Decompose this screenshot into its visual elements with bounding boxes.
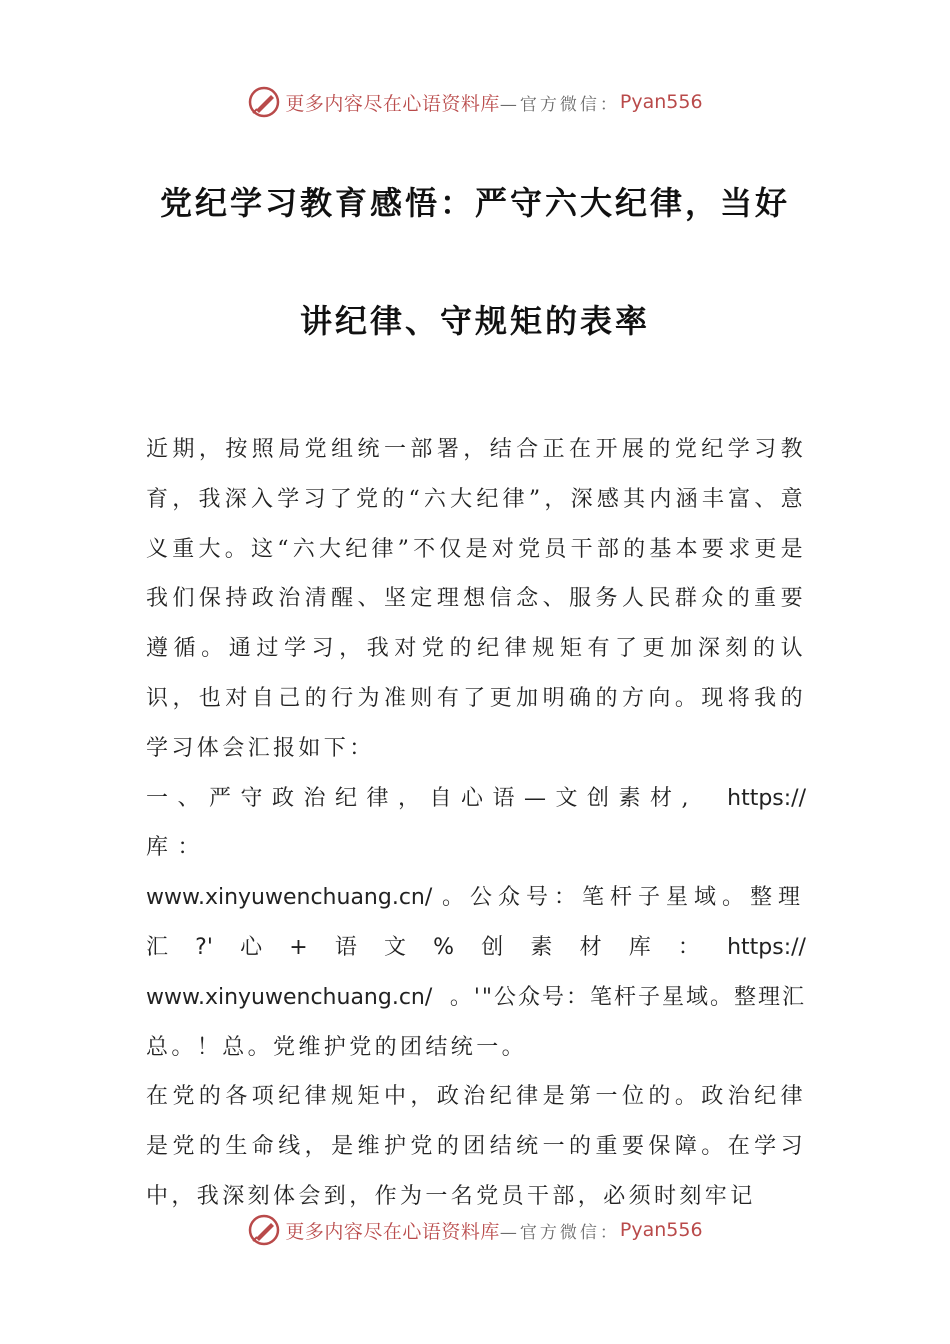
section-1-text-2: 。'"公众号：笔杆子星域。整理汇 [449, 984, 806, 1010]
section-1-line-1 [146, 774, 806, 874]
section-1-url-2: www.xinyuwenchuang.cn/ [146, 984, 433, 1010]
section-1-url-1: www.xinyuwenchuang.cn/ [146, 885, 433, 911]
seq-5: 文 [384, 934, 407, 960]
watermark-text: 更多内容尽在心语资料库 [285, 1220, 500, 1243]
watermark-text: 更多内容尽在心语资料库 [285, 92, 500, 115]
page-title-line-1: 党纪学习教育感悟：严守六大纪律，当好 [159, 184, 790, 222]
seq-2: 心 [240, 934, 263, 960]
paragraph-2: 在党的各项纪律规矩中，政治纪律是第一位的。政治纪律是党的生命线，是维护党的团结统一的重要保障。在学习中，我深刻体会到，作为一名党员干部，必须时刻牢记 [146, 1084, 806, 1209]
section-1-line-4 [146, 973, 806, 1023]
pen-logo-icon [247, 85, 281, 119]
seq-9: 材 [579, 934, 602, 960]
watermark-banner-top [0, 80, 950, 124]
seq-11: ： [677, 934, 700, 960]
section-1-line-5: 总。！总。党维护党的团结统一。 [146, 1034, 528, 1060]
seq-3: + [289, 934, 308, 960]
section-1-line-2 [146, 873, 806, 923]
seq-10: 库 [628, 934, 651, 960]
section-1-url-prefix-2: https:// [727, 934, 806, 960]
watermark-wechat-id: Pyan556 [619, 91, 703, 113]
seq-7: 创 [481, 934, 504, 960]
section-1-text-1: 。公众号：笔杆子星域。整理 [441, 885, 806, 911]
seq-0: 汇 [146, 934, 169, 960]
watermark-tail: —官方微信： [499, 94, 620, 115]
intro-paragraph: 近期，按照局党组统一部署，结合正在开展的党纪学习教育，我深入学习了党的“六大纪律”，深感其内涵丰富、意义重大。这“六大纪律”不仅是对党员干部的基本要求更是我们保持政治清醒、坚定理想信念、服务人民群众的重要遵循。通过学习，我对党的纪律规矩有了更加深刻的认识，也对自己的行为准则有了更加明确的方向。现将我的学习体会汇报如下： [146, 437, 806, 761]
seq-4: 语 [334, 934, 357, 960]
page-title-line-2: 讲纪律、守规矩的表率 [299, 302, 650, 340]
seq-8: 素 [530, 934, 553, 960]
watermark-wechat-id: Pyan556 [619, 1219, 703, 1241]
section-1-heading: 一、严守政治纪律，自心语—文创素材,库： [146, 785, 698, 861]
watermark-banner-bottom [0, 1208, 950, 1252]
section-1-url-prefix-1: https:// [727, 785, 806, 811]
seq-1: ?' [195, 934, 213, 960]
section-1-line-3 [146, 923, 806, 973]
document-body [146, 425, 806, 1222]
seq-6: % [433, 934, 455, 960]
pen-logo-icon [247, 1213, 281, 1247]
watermark-tail: —官方微信： [499, 1222, 620, 1243]
